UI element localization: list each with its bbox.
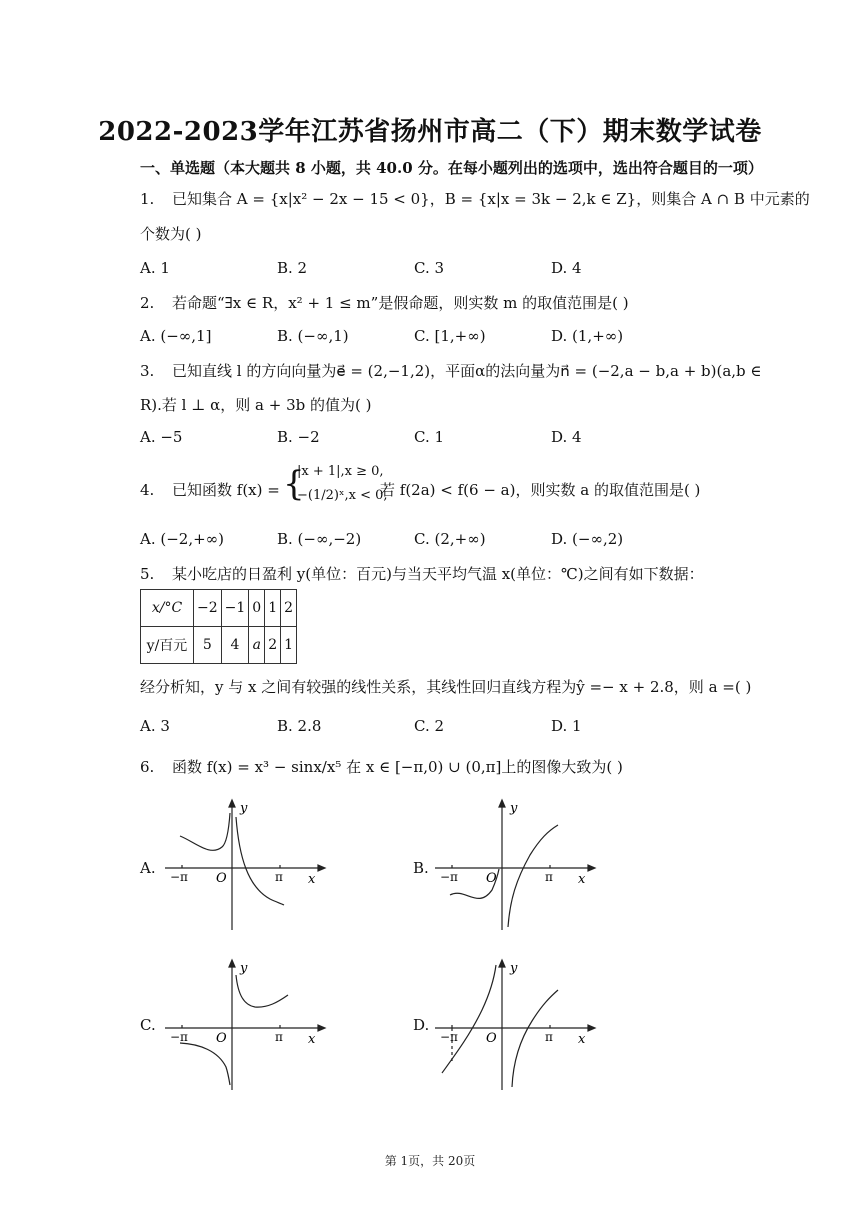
option-a: A. 1: [140, 259, 170, 277]
option-a: A. 3: [140, 717, 170, 735]
table-cell: 4: [221, 627, 249, 664]
question-number: 1.: [140, 190, 155, 208]
table-cell: 1: [265, 590, 281, 627]
question-1-line-1: [140, 188, 810, 210]
option-a: A. (−2,+∞): [140, 530, 225, 548]
question-text: 已知集合 A = {x|x² − 2x − 15 < 0}，B = {x|x = 3k − 2,k ∈ Z}，则集合 A ∩ B 中元素的: [172, 190, 810, 208]
question-number: 2.: [140, 294, 155, 312]
piecewise-brace: {: [283, 464, 305, 504]
neg-pi-label: −π: [170, 870, 188, 884]
option-d: D. 4: [551, 428, 582, 446]
origin-label: O: [486, 871, 497, 886]
option-a: A. −5: [140, 428, 183, 446]
table-cell: y/百元: [141, 627, 194, 664]
piece-1: |x + 1|,x ≥ 0,: [297, 464, 384, 479]
table-cell: −2: [194, 590, 222, 627]
graph-option-a-label: A.: [140, 859, 156, 877]
section-heading: 一、单选题（本大题共 8 小题，共 40.0 分。在每小题列出的选项中，选出符合题目的一项）: [140, 159, 763, 177]
curve-left: [180, 1043, 230, 1085]
question-6: [140, 756, 623, 778]
y-label: y: [240, 961, 248, 976]
y-label: y: [510, 801, 518, 816]
x-label: x: [578, 872, 586, 887]
option-c: C. 3: [414, 259, 445, 277]
option-c: C. 2: [414, 717, 445, 735]
question-text: 函数 f(x) = x³ − sinx/x⁵ 在 x ∈ [−π,0) ∪ (0,π]上的图像大致为( ): [172, 758, 623, 776]
table-cell: 2: [265, 627, 281, 664]
curve-right: [236, 817, 284, 905]
x-label: x: [578, 1032, 586, 1047]
neg-pi-label: −π: [170, 1030, 188, 1044]
piece-2: −(1/2)ˣ,x < 0,: [297, 488, 388, 503]
x-axis-arrow: [588, 865, 595, 871]
question-2: [140, 292, 629, 314]
graph-option-d: [430, 955, 600, 1095]
question-4-prefix: 已知函数 f(x) =: [172, 481, 280, 499]
x-axis-arrow: [318, 1025, 325, 1031]
x-axis-arrow: [318, 865, 325, 871]
option-b: B. (−∞,1): [277, 327, 349, 345]
origin-label: O: [486, 1031, 497, 1046]
table-row: [141, 590, 297, 627]
table-cell: 0: [249, 590, 265, 627]
option-c: C. 1: [414, 428, 445, 446]
option-d: D. 1: [551, 717, 582, 735]
graph-option-c: [160, 955, 330, 1095]
option-c: C. [1,+∞): [414, 327, 486, 345]
page-title: 2022-2023学年江苏省扬州市高二（下）期末数学试卷: [98, 117, 762, 147]
question-5-line-2: 经分析知，y 与 x 之间有较强的线性关系，其线性回归直线方程为ŷ =− x + 2.8，则 a =( ): [140, 678, 752, 696]
table-row: [141, 627, 297, 664]
question-4-suffix: 若 f(2a) < f(6 − a)，则实数 a 的取值范围是( ): [380, 481, 701, 499]
origin-label: O: [216, 1031, 227, 1046]
question-text: 已知直线 l 的方向向量为e⃗ = (2,−1,2)，平面α的法向量为n⃗ = (−2,a − b,a + b)(a,b ∈: [172, 362, 762, 380]
option-d: D. (1,+∞): [551, 327, 624, 345]
pi-label: π: [545, 1030, 553, 1044]
graph-option-b: [430, 795, 600, 935]
curve-left: [442, 965, 496, 1073]
x-axis-arrow: [588, 1025, 595, 1031]
y-axis-arrow: [229, 960, 235, 967]
option-b: B. −2: [277, 428, 320, 446]
option-d: D. 4: [551, 259, 582, 277]
table-cell: a: [249, 627, 265, 664]
x-label: x: [308, 1032, 316, 1047]
table-cell: 5: [194, 627, 222, 664]
graph-option-d-label: D.: [413, 1016, 430, 1034]
option-b: B. (−∞,−2): [277, 530, 362, 548]
table-cell: 2: [281, 590, 297, 627]
graph-option-c-label: C.: [140, 1016, 156, 1034]
y-label: y: [510, 961, 518, 976]
x-label: x: [308, 872, 316, 887]
y-axis-arrow: [229, 800, 235, 807]
pi-label: π: [545, 870, 553, 884]
curve-left: [180, 813, 230, 850]
option-a: A. (−∞,1]: [140, 327, 212, 345]
origin-label: O: [216, 871, 227, 886]
y-axis-arrow: [499, 800, 505, 807]
question-number: 5.: [140, 565, 155, 583]
neg-pi-label: −π: [440, 870, 458, 884]
question-number: 6.: [140, 758, 155, 776]
question-5-line-1: [140, 563, 704, 585]
question-4-number: 4.: [140, 481, 155, 499]
question-number: 3.: [140, 362, 155, 380]
option-b: B. 2.8: [277, 717, 322, 735]
pi-label: π: [275, 870, 283, 884]
question-3-line-2: R).若 l ⊥ α，则 a + 3b 的值为( ): [140, 396, 372, 414]
curve-right: [236, 975, 288, 1007]
question-3-line-1: [140, 360, 762, 382]
table-cell: 1: [281, 627, 297, 664]
y-axis-arrow: [499, 960, 505, 967]
neg-pi-label: −π: [440, 1030, 458, 1044]
graph-option-a: [160, 795, 330, 935]
question-1-line-2: 个数为( ): [140, 225, 202, 243]
pi-label: π: [275, 1030, 283, 1044]
table-cell: x/°C: [141, 590, 194, 627]
graph-option-b-label: B.: [413, 859, 429, 877]
question-text: 某小吃店的日盈利 y(单位：百元)与当天平均气温 x(单位：℃)之间有如下数据：: [172, 565, 704, 583]
y-label: y: [240, 801, 248, 816]
data-table: [140, 589, 297, 664]
page-footer: 第 1页，共 20页: [384, 1154, 476, 1168]
option-c: C. (2,+∞): [414, 530, 486, 548]
option-b: B. 2: [277, 259, 308, 277]
option-d: D. (−∞,2): [551, 530, 624, 548]
table-cell: −1: [221, 590, 249, 627]
question-text: 若命题“∃x ∈ R，x² + 1 ≤ m”是假命题，则实数 m 的取值范围是( ): [172, 294, 629, 312]
